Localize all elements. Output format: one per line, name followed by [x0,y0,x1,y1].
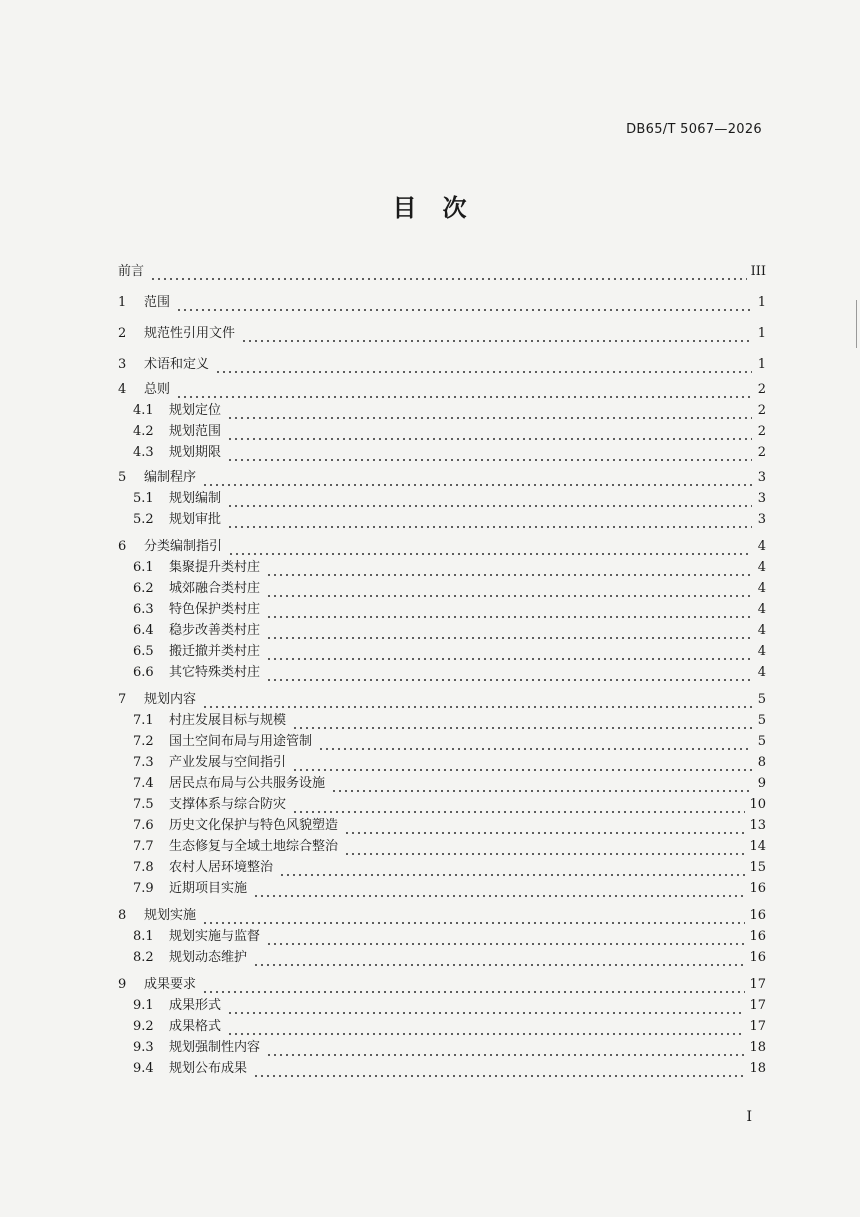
toc-entry-page: 15 [749,860,766,875]
scan-edge-mark [856,300,857,348]
toc-entry-label: 城郊融合类村庄 [169,581,261,596]
toc-entry-number: 6.6 [133,665,154,680]
toc-entry-label: 集聚提升类村庄 [169,560,261,575]
toc-entry-label: 总则 [144,382,171,397]
toc-entry-number: 2 [118,326,127,341]
toc-entry-page: 13 [749,818,766,833]
page-number: I [746,1109,752,1125]
toc-entry-page: 1 [757,295,766,310]
toc-dot-leader [253,879,745,899]
toc-entry-label: 规划内容 [144,692,197,707]
toc-entry-page: 4 [757,560,766,575]
toc-dot-leader [292,711,752,731]
toc-entry-label: 历史文化保护与特色风貌塑造 [169,818,339,833]
toc-dot-leader [227,1017,745,1037]
toc-entry[interactable] [133,1017,766,1037]
toc-entry-number: 6.4 [133,623,154,638]
toc-entry[interactable] [133,558,766,578]
toc-entry-label: 规划实施 [144,908,197,923]
toc-dot-leader [150,262,747,282]
toc-entry-label: 规范性引用文件 [144,326,236,341]
toc-entry-label: 规划强制性内容 [169,1040,261,1055]
toc-entry[interactable] [133,489,766,509]
toc-entry-number: 7.9 [133,881,154,896]
toc-entry-number: 5.1 [133,491,154,506]
toc-entry[interactable] [133,621,766,641]
toc-entry-number: 7.2 [133,734,154,749]
toc-dot-leader [227,401,752,421]
toc-dot-leader [176,380,752,400]
toc-entry-number: 4 [118,382,127,397]
toc-entry-page: 4 [757,665,766,680]
toc-entry-label: 前言 [118,264,145,279]
toc-entry-page: 4 [757,602,766,617]
toc-dot-leader [266,642,752,662]
toc-dot-leader [253,948,745,968]
toc-dot-leader [266,558,752,578]
toc-entry[interactable] [133,927,766,947]
toc-entry-label: 搬迁撤并类村庄 [169,644,261,659]
toc-dot-leader [266,1038,745,1058]
toc-entry-page: 17 [749,977,766,992]
toc-entry-number: 7.7 [133,839,154,854]
toc-entry-number: 6 [118,539,127,554]
toc-entry-label: 规划实施与监督 [169,929,261,944]
toc-entry-page: 17 [749,1019,766,1034]
toc-dot-leader [318,732,752,752]
toc-entry-label: 农村人居环境整治 [169,860,274,875]
toc-entry-number: 4.1 [133,403,154,418]
toc-entry[interactable] [133,774,766,794]
toc-entry[interactable] [133,663,766,683]
toc-entry-page: 18 [749,1040,766,1055]
toc-entry-page: 16 [749,881,766,896]
toc-entry-label: 成果要求 [144,977,197,992]
toc-entry[interactable] [133,858,766,878]
toc-entry-label: 规划定位 [169,403,222,418]
toc-entry-page: 4 [757,623,766,638]
toc-entry-label: 成果形式 [169,998,222,1013]
toc-entry-page: 3 [757,512,766,527]
toc-dot-leader [266,927,745,947]
toc-entry-page: 4 [757,644,766,659]
toc-entry-page: 17 [749,998,766,1013]
toc-dot-leader [331,774,752,794]
toc-entry-number: 9.4 [133,1061,154,1076]
toc-entry[interactable] [118,906,766,926]
toc-entry[interactable] [133,443,766,463]
toc-entry[interactable] [133,879,766,899]
toc-entry[interactable] [133,510,766,530]
toc-entry[interactable] [133,795,766,815]
toc-entry-page: 2 [757,445,766,460]
toc-entry-page: 3 [757,491,766,506]
toc-entry[interactable] [133,996,766,1016]
toc-entry-page: 3 [757,470,766,485]
toc-entry-page: 9 [757,776,766,791]
toc-entry-page: 1 [757,326,766,341]
toc-entry-number: 9.1 [133,998,154,1013]
toc-entry[interactable] [118,690,766,710]
toc-entry-page: 14 [749,839,766,854]
toc-entry-label: 近期项目实施 [169,881,248,896]
toc-entry[interactable] [118,380,766,400]
toc-entry[interactable] [133,816,766,836]
toc-entry-page: 4 [757,539,766,554]
toc-entry[interactable] [118,262,766,282]
toc-dot-leader [215,355,752,375]
toc-entry-page: 2 [757,403,766,418]
toc-entry-page: 10 [749,797,766,812]
toc-dot-leader [292,795,745,815]
toc-entry[interactable] [118,975,766,995]
toc-dot-leader [266,600,752,620]
toc-entry-page: 2 [757,382,766,397]
toc-entry-page: 4 [757,581,766,596]
toc-entry-number: 6.2 [133,581,154,596]
toc-dot-leader [279,858,745,878]
toc-dot-leader [266,621,752,641]
toc-entry-page: 5 [757,713,766,728]
toc-entry[interactable] [133,1059,766,1079]
toc-dot-leader [202,906,745,926]
toc-entry-number: 9 [118,977,127,992]
toc-entry-label: 编制程序 [144,470,197,485]
toc-dot-leader [202,975,745,995]
toc-entry-number: 9.3 [133,1040,154,1055]
toc-dot-leader [227,489,752,509]
toc-entry-page: 16 [749,908,766,923]
toc-entry-page: 2 [757,424,766,439]
toc-entry-label: 特色保护类村庄 [169,602,261,617]
toc-entry-label: 规划范围 [169,424,222,439]
toc-entry-label: 产业发展与空间指引 [169,755,287,770]
toc-entry-page: 5 [757,734,766,749]
toc-entry[interactable] [133,837,766,857]
toc-entry-label: 范围 [144,295,171,310]
toc-entry-label: 规划编制 [169,491,222,506]
toc-entry[interactable] [133,642,766,662]
toc-entry-number: 5 [118,470,127,485]
toc-entry[interactable] [133,711,766,731]
toc-entry[interactable] [133,948,766,968]
toc-entry-label: 分类编制指引 [144,539,223,554]
toc-dot-leader [202,690,752,710]
toc-entry-page: 16 [749,929,766,944]
toc-entry-number: 7.5 [133,797,154,812]
toc-entry-page: 18 [749,1061,766,1076]
toc-entry-number: 6.1 [133,560,154,575]
toc-entry[interactable] [118,355,766,375]
toc-entry-number: 7.6 [133,818,154,833]
toc-entry-page: 1 [757,357,766,372]
toc-entry-page: 8 [757,755,766,770]
toc-entry-number: 8 [118,908,127,923]
toc-dot-leader [227,996,745,1016]
toc-entry-label: 支撑体系与综合防灾 [169,797,287,812]
toc-dot-leader [228,537,752,557]
toc-entry[interactable] [133,401,766,421]
toc-entry[interactable] [118,324,766,344]
toc-entry-number: 4.3 [133,445,154,460]
toc-entry[interactable] [118,468,766,488]
toc-entry-label: 规划公布成果 [169,1061,248,1076]
toc-entry[interactable] [118,537,766,557]
toc-entry-label: 成果格式 [169,1019,222,1034]
toc-entry-number: 4.2 [133,424,154,439]
toc-entry-label: 规划动态维护 [169,950,248,965]
toc-entry-number: 9.2 [133,1019,154,1034]
toc-entry[interactable] [118,293,766,313]
toc-dot-leader [176,293,752,313]
toc-entry-number: 3 [118,357,127,372]
toc-entry-label: 生态修复与全域土地综合整治 [169,839,339,854]
toc-entry-number: 8.2 [133,950,154,965]
toc-entry-label: 稳步改善类村庄 [169,623,261,638]
toc-entry[interactable] [133,422,766,442]
toc-entry-number: 6.3 [133,602,154,617]
toc-entry-number: 7.1 [133,713,154,728]
toc-dot-leader [241,324,752,344]
toc-entry-number: 6.5 [133,644,154,659]
toc-dot-leader [344,837,745,857]
toc-dot-leader [266,579,752,599]
toc-dot-leader [253,1059,745,1079]
toc-entry-number: 7.3 [133,755,154,770]
toc-dot-leader [292,753,752,773]
toc-dot-leader [227,510,752,530]
toc-entry-label: 居民点布局与公共服务设施 [169,776,326,791]
toc-entry-label: 规划审批 [169,512,222,527]
toc-entry[interactable] [133,1038,766,1058]
toc-entry[interactable] [133,579,766,599]
toc-entry-number: 7 [118,692,127,707]
toc-entry-number: 7.4 [133,776,154,791]
toc-dot-leader [227,422,752,442]
toc-entry[interactable] [133,732,766,752]
toc-entry-page: III [750,264,766,279]
toc-entry-number: 1 [118,295,127,310]
toc-dot-leader [266,663,752,683]
toc-entry[interactable] [133,753,766,773]
toc-entry-label: 其它特殊类村庄 [169,665,261,680]
toc-entry-label: 规划期限 [169,445,222,460]
toc-dot-leader [227,443,752,463]
toc-entry-number: 8.1 [133,929,154,944]
toc-entry[interactable] [133,600,766,620]
page-title: 目 次 [392,194,468,222]
toc-entry-number: 5.2 [133,512,154,527]
toc-entry-number: 7.8 [133,860,154,875]
toc-entry-label: 术语和定义 [144,357,210,372]
standard-code: DB65/T 5067—2026 [626,122,762,137]
toc-dot-leader [202,468,752,488]
toc-entry-label: 村庄发展目标与规模 [169,713,287,728]
toc-entry-label: 国土空间布局与用途管制 [169,734,313,749]
toc-entry-page: 5 [757,692,766,707]
toc-dot-leader [344,816,745,836]
toc-entry-page: 16 [749,950,766,965]
